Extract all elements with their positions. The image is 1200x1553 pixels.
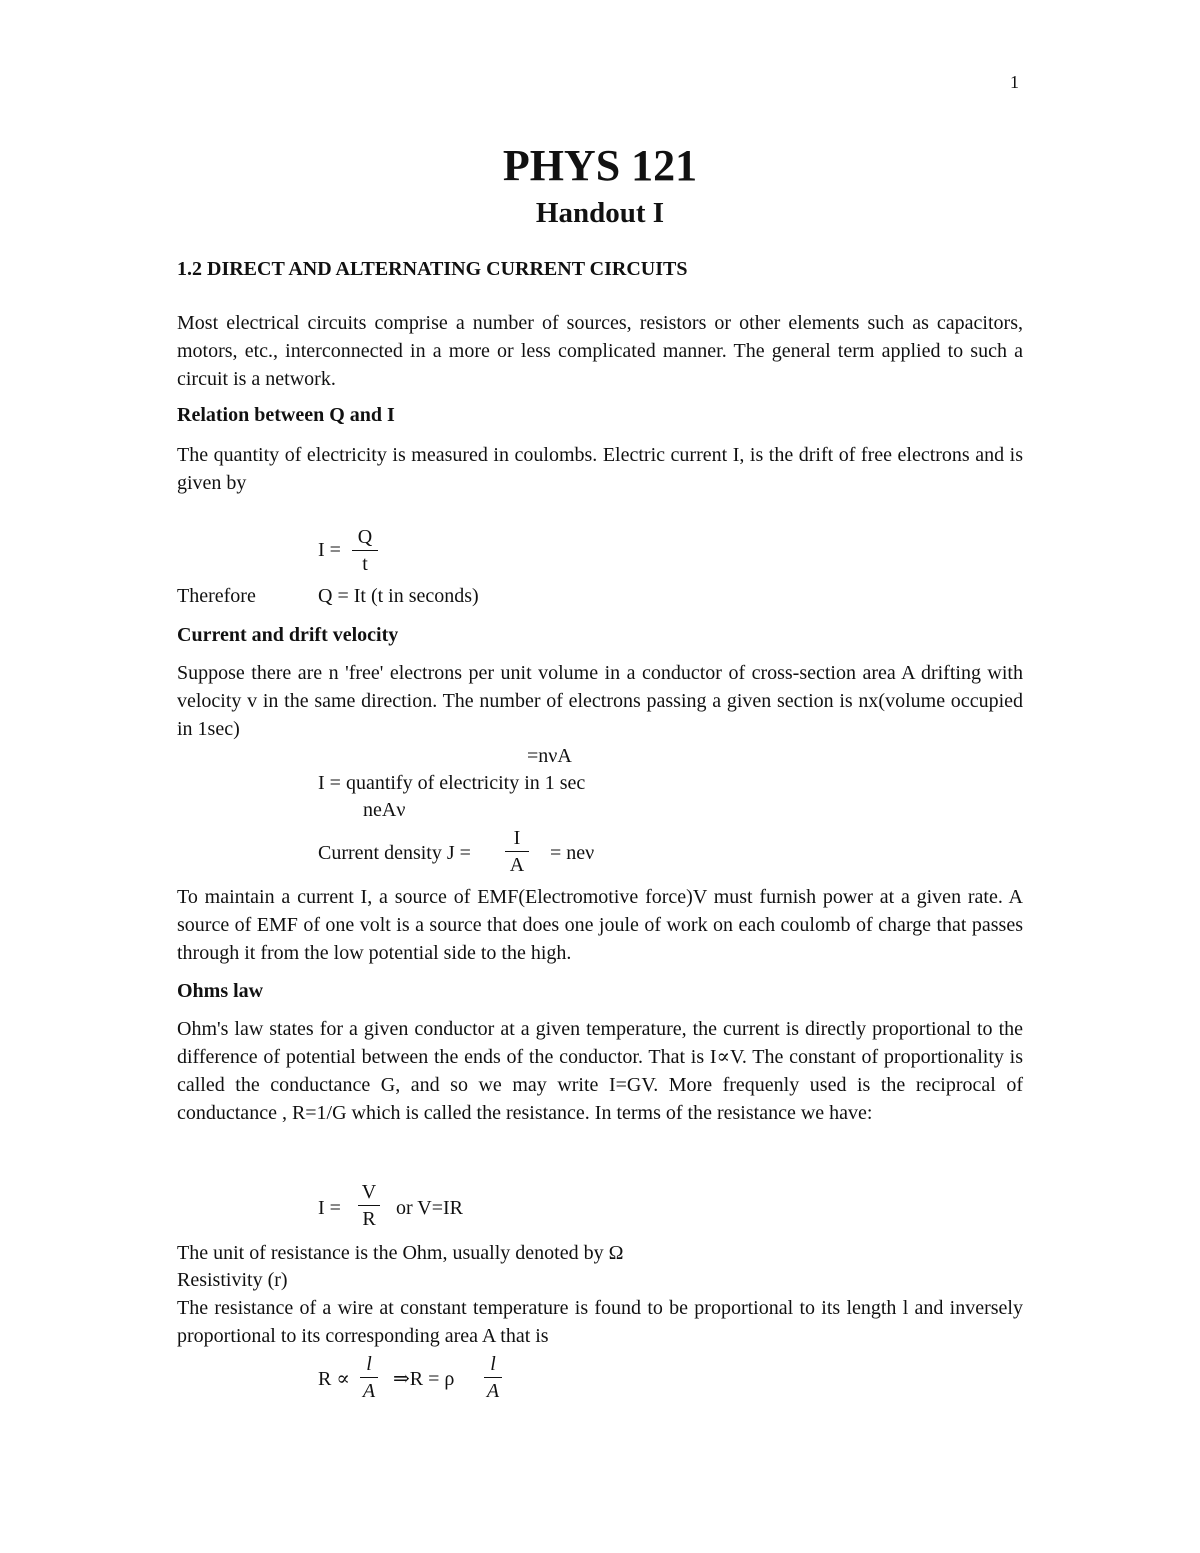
relation-paragraph: The quantity of electricity is measured in coulombs. Electric current I, is the drift of free electrons and is given by <box>177 444 1023 494</box>
ohms-eq-numerator: V <box>361 1181 377 1203</box>
density-rhs: = neν <box>550 842 595 864</box>
final-fraction-2 <box>484 1353 502 1402</box>
final-eq-r: R ∝ <box>318 1368 350 1390</box>
drift-line-nva: =nνA <box>527 745 572 767</box>
unit-line: The unit of resistance is the Ohm, usually denoted by Ω <box>177 1242 624 1264</box>
final-fraction-1 <box>360 1353 378 1402</box>
density-numerator: I <box>513 827 521 849</box>
final-eq-mid: ⇒R = ρ <box>393 1368 455 1390</box>
document-subtitle: Handout I <box>535 197 665 229</box>
therefore-label: Therefore <box>177 585 256 607</box>
resistivity-paragraph: The resistance of a wire at constant temperature is found to be proportional to its length l and inversely proportional to its corresponding area A that is <box>177 1297 1023 1347</box>
relation-fraction <box>352 526 378 575</box>
final-denominator-2: A <box>486 1380 500 1402</box>
emf-paragraph: To maintain a current I, a source of EMF(Electromotive force)V must furnish power at a given rate. A source of EMF of one volt is a source that does one joule of work on each coulomb of charge that passes through it from the low potential side to the high. <box>177 886 1023 964</box>
intro-paragraph: Most electrical circuits comprise a number of sources, resistors or other elements such as capacitors, motors, etc., interconnected in a more or less complicated manner. The general term applied to such a circuit is a network. <box>177 312 1023 390</box>
fraction-bar <box>484 1377 502 1378</box>
drift-paragraph: Suppose there are n 'free' electrons per unit volume in a conductor of cross-section area A drifting with velocity v in the same direction. The number of electrons passing a given section is nx(volume occupied in 1sec) <box>177 662 1023 740</box>
page-number: 1 <box>1010 72 1019 92</box>
section-heading: 1.2 DIRECT AND ALTERNATING CURRENT CIRCUITS <box>177 258 688 280</box>
ohms-eq-lhs: I = <box>318 1197 341 1219</box>
density-fraction <box>505 827 529 876</box>
drift-heading: Current and drift velocity <box>177 624 399 646</box>
ohms-heading: Ohms law <box>177 980 264 1002</box>
density-label: Current density J = <box>318 842 471 864</box>
final-numerator-2: l <box>490 1353 496 1375</box>
relation-eq-denominator: t <box>362 553 368 575</box>
ohms-paragraph: Ohm's law states for a given conductor at a given temperature, the current is directly proportional to the difference of potential between the ends of the conductor. That is I∝V. The constant of proportionality is called the conductance G, and so we may write I=GV. More frequenly used is the reciprocal of conductance , R=1/G which is called the resistance. In terms of the resistance we have: <box>177 1018 1023 1124</box>
final-numerator-1: l <box>366 1353 372 1375</box>
relation-eq-lhs: I = <box>318 539 341 561</box>
final-denominator-1: A <box>362 1380 376 1402</box>
density-denominator: A <box>509 854 525 876</box>
drift-line-quantity: I = quantify of electricity in 1 sec <box>318 772 586 794</box>
therefore-equation: Q = It (t in seconds) <box>318 585 479 607</box>
ohms-eq-denominator: R <box>362 1208 376 1230</box>
fraction-bar <box>360 1377 378 1378</box>
ohms-fraction <box>358 1181 380 1230</box>
relation-heading: Relation between Q and I <box>177 404 395 426</box>
fraction-bar <box>505 851 529 852</box>
resistivity-line: Resistivity (r) <box>177 1269 288 1291</box>
fraction-bar <box>358 1205 380 1206</box>
drift-line-neav: neAν <box>363 799 406 821</box>
document-title: PHYS 121 <box>502 141 698 190</box>
fraction-bar <box>352 550 378 551</box>
relation-eq-numerator: Q <box>357 526 373 548</box>
ohms-eq-rhs: or V=IR <box>396 1197 464 1219</box>
